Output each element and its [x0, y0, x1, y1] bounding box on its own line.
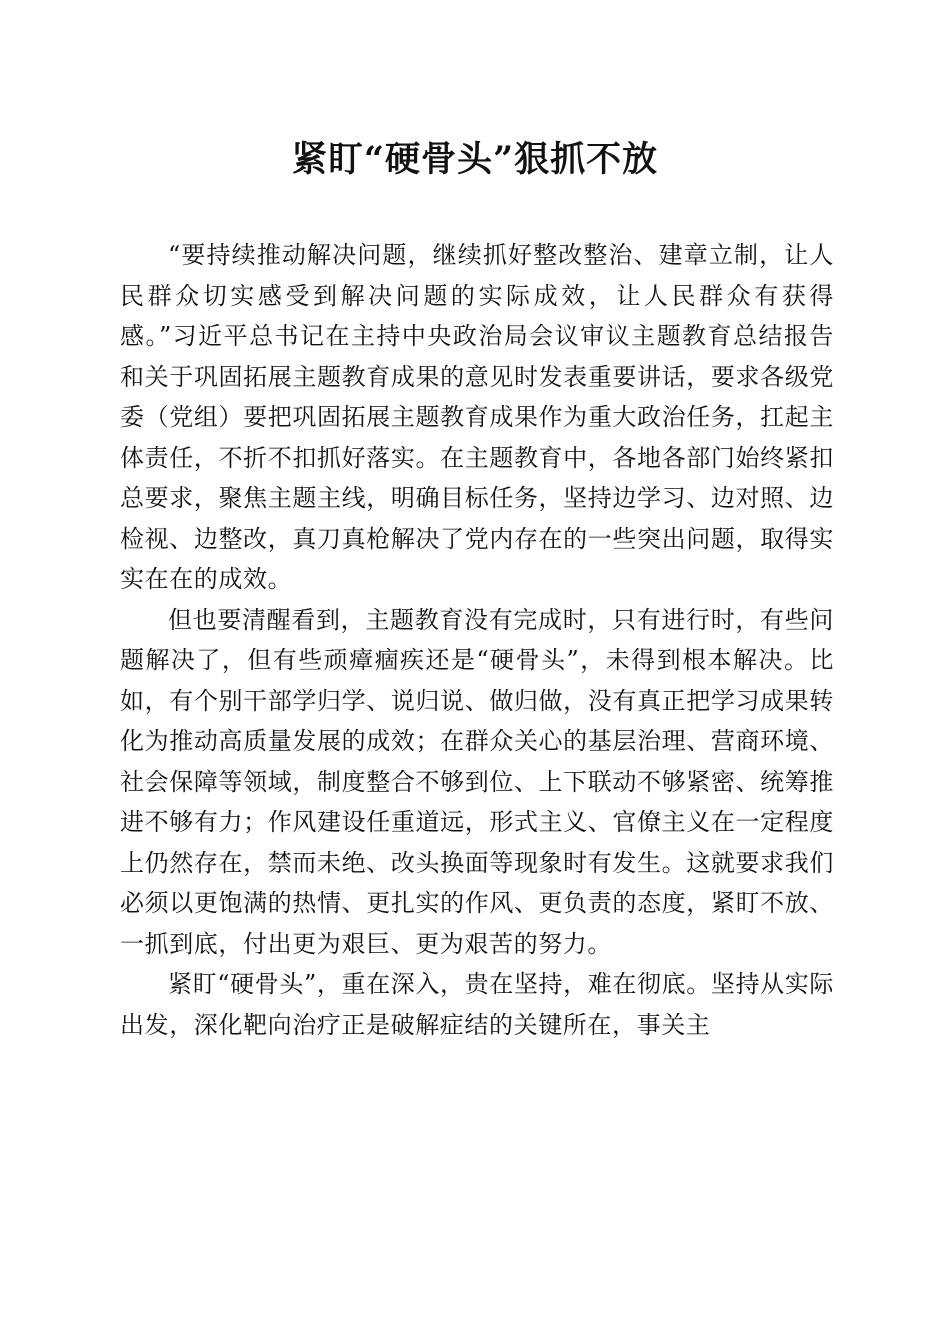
paragraph: “要持续推动解决问题，继续抓好整改整治、建章立制，让人民群众切实感受到解决问题的实际成效，让人民群众有获得感。”习近平总书记在主持中央政治局会议审议主题教育总结报告和关于巩固拓展主题教育成果的意见时发表重要讲话，要求各级党委（党组）要把巩固拓展主题教育成果作为重大政治任务，扛起主体责任，不折不扣抓好落实。在主题教育中，各地各部门始终紧扣总要求，聚焦主题主线，明确目标任务，坚持边学习、边对照、边检视、边整改，真刀真枪解决了党内存在的一些突出问题，取得实实在在的成效。 [120, 241, 834, 593]
paragraph: 紧盯“硬骨头”，重在深入，贵在坚持，难在彻底。坚持从实际出发，深化靶向治疗正是破解症结的关键所在，事关主 [120, 970, 834, 1039]
paragraph: 但也要清醒看到，主题教育没有完成时，只有进行时，有些问题解决了，但有些顽瘴痼疾还是“硬骨头”，未得到根本解决。比如，有个别干部学归学、说归说、做归做，没有真正把学习成果转化为推动高质量发展的成效；在群众关心的基层治理、营商环境、社会保障等领域，制度整合不够到位、上下联动不够紧密、统筹推进不够有力；作风建设任重道远，形式主义、官僚主义在一定程度上仍然存在，禁而未绝、改头换面等现象时有发生。这就要求我们必须以更饱满的热情、更扎实的作风、更负责的态度，紧盯不放、一抓到底，付出更为艰巨、更为艰苦的努力。 [120, 605, 834, 958]
document-body [120, 235, 834, 1045]
document-title: 紧盯“硬骨头”狠抓不放 [291, 139, 659, 180]
